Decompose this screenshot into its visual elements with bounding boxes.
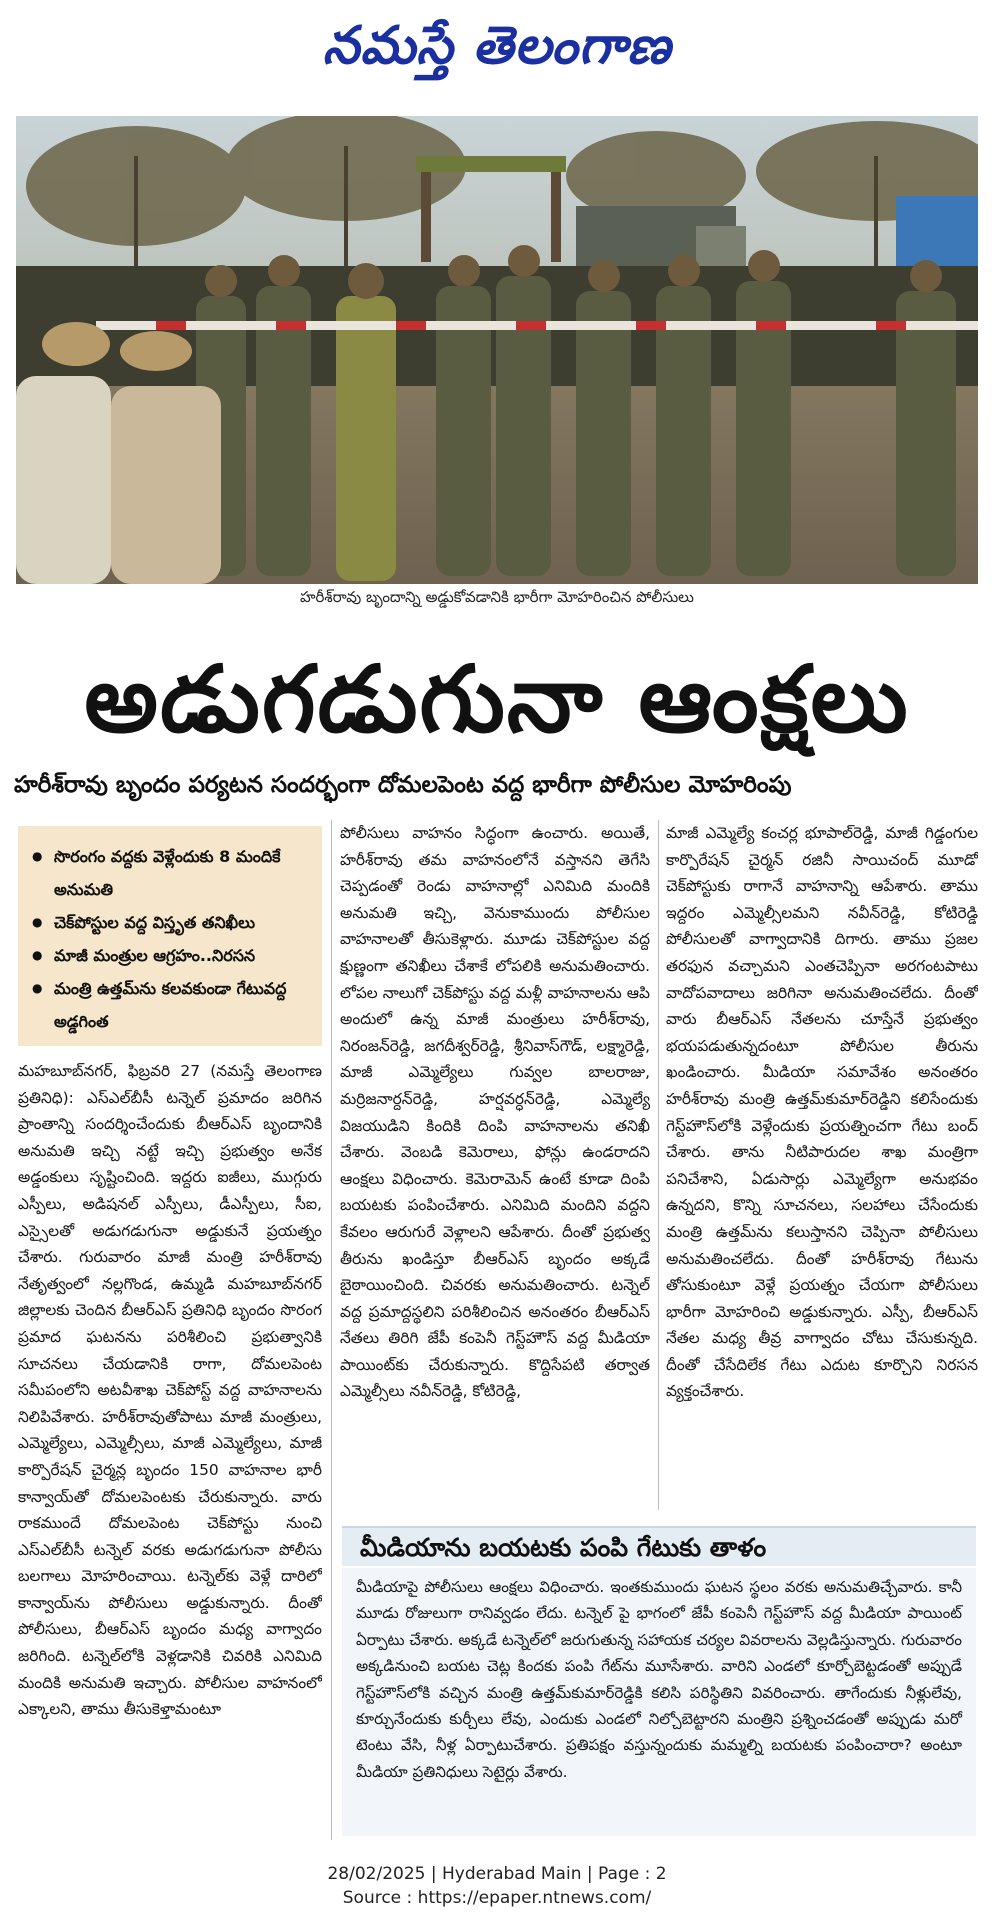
article-text: పోలీసులు వాహనం సిద్ధంగా ఉంచారు. అయితే, హరీశ్‌రావు తమ వాహనంలోనే వస్తానని తెగేసి చెప్పడంతో రెండు వాహనాల్లో ఎనిమిది మందికి అనుమతి ఇచ్చి, వెనుకాముందు పోలీసుల వాహనాలతో తీసుకెళ్లారు. మూడు చెక్‌పోస్టుల వద్ద క్షుణ్ణంగా తనిఖీలు చేశాకే లోపలికి అనుమతించారు. లోపల నాలుగో చెక్‌పోస్టు వద్ద మళ్లీ వాహనాలను ఆపి అందులో ఉన్న మాజీ మంత్రులు హరీశ్‌రావు, నిరంజన్‌రెడ్డి, జగదీశ్వర్‌రెడ్డి, శ్రీనివాస్‌గౌడ్, లక్ష్మారెడ్డి, మాజీ ఎమ్మెల్యేలు గువ్వల బాలరాజు, మర్రిజనార్దన్‌రెడ్డి, హర్షవర్ధన్‌రెడ్డి, ఎమ్మెల్యే విజయుడిని కిందికి దింపి వాహనాలను తనిఖీ చేశారు. వెంబడి కెమెరాలు, ఫోన్లు ఉండరాదని ఆంక్షలు విధించారు. కెమెరామెన్ ఉంటే కూడా దింపి బయటకు పంపించేశారు. ఎనిమిది మందిని వద్దని కేవలం ఆరుగురే వెళ్లాలని ఆపేశారు. దీంతో ప్రభుత్వ తీరును ఖండిస్తూ బీఆర్‌ఎస్ బృందం అక్కడే బైఠాయించింది. చివరకు అనుమతించారు. టన్నెల్ వద్ద ప్రమాద్దస్థలిని పరిశీలించిన అనంతరం బీఆర్‌ఎస్ నేతలు తిరిగి జేపీ కంపెనీ గెస్ట్‌హౌస్ వద్ద మీడియా పాయింట్‌కు చేరుకున్నారు. కొద్దిసేపటి తర్వాత ఎమ్మెల్సీలు నవీన్‌రెడ్డి, కోటిరెడ్డి, <box>340 824 650 1401</box>
news-photo <box>16 116 978 584</box>
page-footer <box>0 1862 994 1910</box>
highlights-box <box>18 826 322 1046</box>
masthead-logo: నమస్తే తెలంగాణ <box>322 15 672 76</box>
highlight-item: ● చెక్‌పోస్టుల వద్ద విస్తృత తనిఖీలు <box>32 906 310 939</box>
sidebar-box-heading: మీడియాను బయటకు పంపి గేటుకు తాళం <box>342 1526 976 1566</box>
column-divider <box>331 820 332 1840</box>
article-column-2 <box>340 820 650 1502</box>
article-text: మహబూబ్‌నగర్, ఫిబ్రవరి 27 (నమస్తే తెలంగాణ ప్రతినిధి): ఎస్‌ఎల్‌బీసీ టన్నెల్ ప్రమాదం జరిగిన ప్రాంతాన్ని సందర్శించేందుకు బీఆర్‌ఎస్ బృందానికి అనుమతి ఇచ్చి నట్టే ఇచ్చి ప్రభుత్వం అనేక అడ్డంకులు సృష్టించింది. ఇద్దరు ఐజీలు, ముగ్గురు ఎస్పీలు, అడిషనల్ ఎస్పీలు, డీఎస్పీలు, సీఐ, ఎస్సైలతో అడుగడుగునా అడ్డుకునే ప్రయత్నం చేశారు. గురువారం మాజీ మంత్రి హరీశ్‌రావు నేతృత్వంలో నల్లగొండ, ఉమ్మడి మహబూబ్‌నగర్ జిల్లాలకు చెందిన బీఆర్‌ఎస్ ప్రతినిధి బృందం సొరంగ ప్రమాద ఘటనను పరిశీలించి ప్రభుత్వానికి సూచనలు చేయడానికి రాగా, దోమలపెంట సమీపంలోని అటవీశాఖ చెక్‌పోస్ట్ వద్ద వాహనాలను నిలిపివేశారు. హరీశ్‌రావుతోపాటు మాజీ మంత్రులు, ఎమ్మెల్యేలు, ఎమ్మెల్సీలు, మాజీ ఎమ్మెల్యేలు, మాజీ కార్పొరేషన్ చైర్మన్ల బృందం 150 వాహనాల భారీ కాన్వాయ్‌తో దోమలపెంటకు చేరుకున్నారు. వారు రాకముందే దోమలపెంట చెక్‌పోస్టు నుంచి ఎస్‌ఎల్‌బీసీ టన్నెల్ వరకు అడుగడుగునా పోలీసు బలగాలు మోహరించాయి. టన్నెల్‌కు వెళ్లే దారిలో కాన్వాయ్‌ను పోలీసులు అడ్డుకున్నారు. దీంతో పోలీసులు, బీఆర్‌ఎస్ బృందం మధ్య వాగ్వాదం జరిగింది. టన్నెల్‌లోకి వెళ్లడానికి చివరికి ఎనిమిది మందికి అనుమతి ఇచ్చారు. పోలీసుల వాహనంలో ఎక్కాలని, తాము తీసుకెళ్తామంటూ <box>18 1062 322 1719</box>
headline: అడుగడుగునా ఆంక్షలు <box>84 646 910 753</box>
subheadline: హరీశ్‌రావు బృందం పర్యటన సందర్భంగా దోమలపెంట వద్ద భారీగా పోలీసుల మోహరింపు <box>14 772 792 798</box>
article-column-3 <box>666 820 978 1502</box>
footer-source-link[interactable]: Source : https://epaper.ntnews.com/ <box>342 1888 652 1908</box>
footer-date-edition: 28/02/2025 | Hyderabad Main | Page : 2 <box>327 1864 667 1884</box>
article-text: మాజీ ఎమ్మెల్యే కంచర్ల భూపాల్‌రెడ్డి, మాజీ గిడ్డంగుల కార్పొరేషన్ చైర్మన్ రజినీ సాయిచంద్ మూడో చెక్‌పోస్టుకు రాగానే వాహనాన్ని ఆపేశారు. తాము ఇద్దరం ఎమ్మెల్సీలమని నవీన్‌రెడ్డి, కోటిరెడ్డి పోలీసులతో వాగ్వాదానికి దిగారు. తాము ప్రజల తరఫున వచ్చామని ఎంతచెప్పినా అరగంటపాటు వాదోపవాదాలు జరిగినా అనుమతించలేదు. దీంతో వారు బీఆర్‌ఎస్ నేతలను చూస్తేనే ప్రభుత్వం భయపడుతున్నదంటూ పోలీసుల తీరును ఖండించారు. మీడియా సమావేశం అనంతరం హరీశ్‌రావు మంత్రి ఉత్తమ్‌కుమార్‌రెడ్డిని కలిసేందుకు గెస్ట్‌హౌస్‌లోకి వెళ్లేందుకు ప్రయత్నించగా గేటు బంద్ చేశారు. తాను నీటిపారుదల శాఖ మంత్రిగా పనిచేశాని, ఏడుసార్లు ఎమ్మెల్యేగా అనుభవం ఉన్నదని, కొన్ని సూచనలు, సలహాలు చేసేందుకు మంత్రి ఉత్తమ్‌ను కలుస్తానని చెప్పినా పోలీసులు అనుమతించలేదు. దీంతో హరీశ్‌రావు గేటును తోసుకుంటూ వెళ్లే ప్రయత్నం చేయగా పోలీసులు భారీగా మోహరించి అడ్డుకున్నారు. ఎస్పీ, బీఆర్‌ఎస్ నేతల మధ్య తీవ్ర వాగ్వాదం చోటు చేసుకున్నది. దీంతో చేసేదిలేక గేటు ఎదుట కూర్చొని నిరసన వ్యక్తంచేశారు. <box>666 824 978 1401</box>
highlight-item: ● సొరంగం వద్దకు వెళ్లేందుకు 8 మందికే అనుమతి <box>32 840 310 906</box>
highlight-item: ● మంత్రి ఉత్తమ్‌ను కలవకుండా గేటువద్ద అడ్డగింత <box>32 972 310 1038</box>
article-column-1 <box>18 1058 322 1838</box>
column-divider <box>658 820 659 1510</box>
highlight-item: ● మాజీ మంత్రుల ఆగ్రహం..నిరసన <box>32 939 310 972</box>
photo-caption: హరీశ్‌రావు బృందాన్ని అడ్డుకోవడానికి భారీగా మోహరించిన పోలీసులు <box>300 588 694 606</box>
sidebar-box-body: మీడియాపై పోలీసులు ఆంక్షలు విధించారు. ఇంతకుముందు ఘటన స్థలం వరకు అనుమతిచ్చేవారు. కానీ మూడు రోజులుగా రానివ్వడం లేదు. టన్నెల్ పై భాగంలో జేపీ కంపెనీ గెస్ట్‌హౌస్ వద్ద మీడియా పాయింట్ ఏర్పాటు చేశారు. అక్కడే టన్నెల్‌లో జరుగుతున్న సహాయక చర్యల వివరాలను వెల్లడిస్తున్నారు. గురువారం అక్కడినుంచి బయట చెట్ల కిందకు పంపి గేట్‌ను మూసేశారు. వారిని ఎండలో కూర్చోబెట్టడంతో అప్పుడే గెస్ట్‌హౌస్‌లోకి వచ్చిన మంత్రి ఉత్తమ్‌కుమార్‌రెడ్డికి కలిసి పరిస్థితిని వివరించారు. తాగేందుకు నీళ్లులేవు, కూర్చునేందుకు కుర్చీలు లేవు, ఎందుకు ఎండలో నిల్చోబెట్టారని మంత్రిని ప్రశ్నించడంతో అప్పుడు మరో టెంటు వేసి, నీళ్ల ఏర్పాటుచేశారు. ప్రతిపక్షం వస్తున్నందుకు మమ్మల్ని బయటకు పంపించారా? అంటూ మీడియా ప్రతినిధులు సెటైర్లు వేశారు. <box>342 1568 976 1836</box>
